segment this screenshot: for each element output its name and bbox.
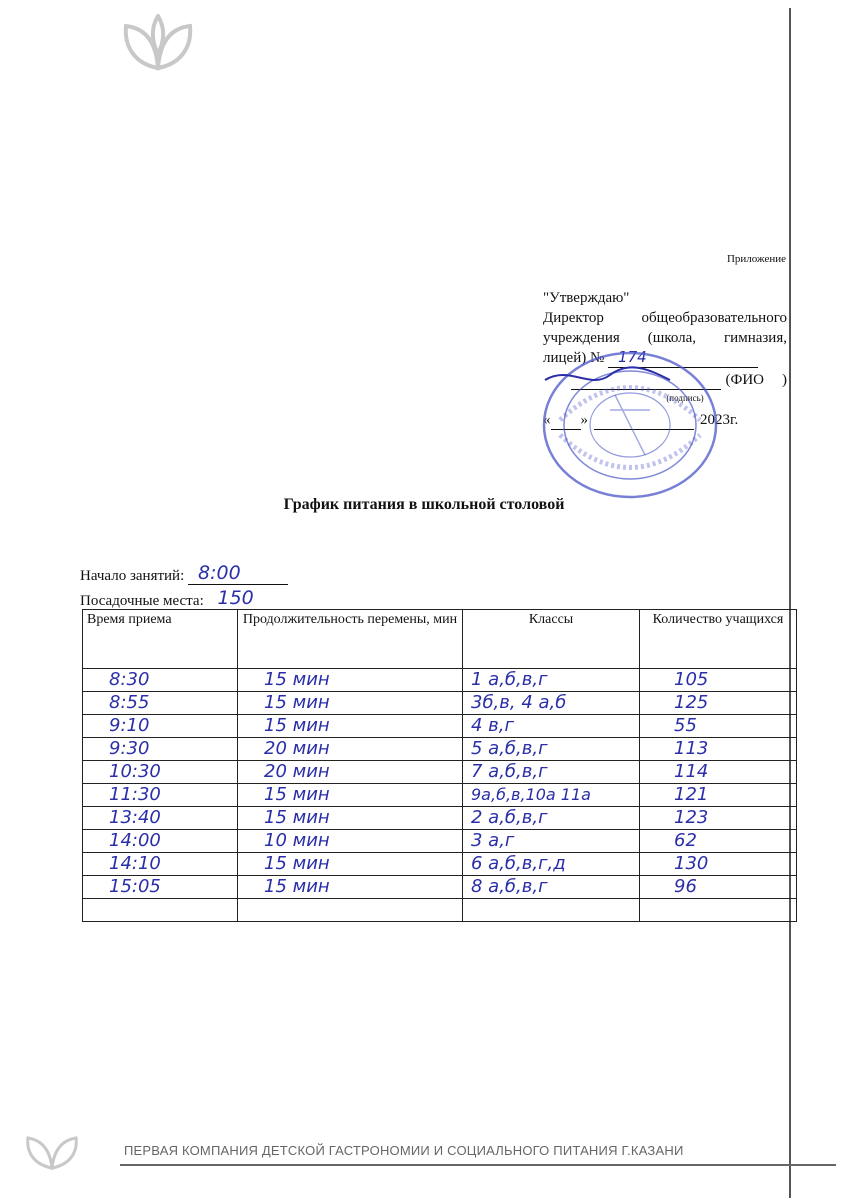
table-row bbox=[83, 669, 797, 692]
time-cell: 9:10 bbox=[109, 715, 150, 736]
table-row-empty bbox=[83, 899, 797, 922]
duration-cell: 15 мин bbox=[264, 853, 330, 874]
table-row bbox=[83, 761, 797, 784]
duration-cell: 15 мин bbox=[264, 784, 330, 805]
duration-cell: 15 мин bbox=[264, 669, 330, 690]
count-cell: 123 bbox=[674, 807, 709, 828]
count-cell: 121 bbox=[674, 784, 709, 805]
classes-cell: 9а,б,в,10а 11а bbox=[471, 785, 591, 804]
count-cell: 105 bbox=[674, 669, 709, 690]
duration-cell: 20 мин bbox=[264, 738, 330, 759]
seats-value: 150 bbox=[217, 587, 254, 609]
count-cell: 125 bbox=[674, 692, 709, 713]
header-duration: Продолжительность перемены, мин bbox=[238, 610, 463, 669]
duration-cell: 15 мин bbox=[264, 807, 330, 828]
leaf-logo-icon bbox=[118, 14, 198, 72]
table-row bbox=[83, 692, 797, 715]
footer-divider bbox=[120, 1164, 836, 1166]
duration-cell: 10 мин bbox=[264, 830, 330, 851]
fio-close: ) bbox=[782, 372, 787, 388]
date-year: 2023г. bbox=[700, 412, 739, 428]
count-cell: 96 bbox=[674, 876, 697, 897]
director-line-2: учреждения (школа, гимназия, bbox=[543, 330, 787, 346]
time-cell: 8:55 bbox=[109, 692, 150, 713]
classes-cell: 1 а,б,в,г bbox=[471, 669, 548, 690]
classes-cell: 2 а,б,в,г bbox=[471, 807, 548, 828]
duration-cell: 15 мин bbox=[264, 876, 330, 897]
table-row bbox=[83, 738, 797, 761]
time-cell: 9:30 bbox=[109, 738, 150, 759]
time-cell: 11:30 bbox=[109, 784, 161, 805]
classes-cell: 8 а,б,в,г bbox=[471, 876, 548, 897]
time-cell: 14:10 bbox=[109, 853, 161, 874]
school-number: 174 bbox=[618, 348, 647, 366]
page-title: График питания в школьной столовой bbox=[283, 496, 565, 513]
signature-hint: (подпись) bbox=[666, 393, 704, 403]
count-cell: 130 bbox=[674, 853, 709, 874]
count-cell: 113 bbox=[674, 738, 709, 759]
seats-field: Посадочные места: 150 bbox=[80, 591, 296, 610]
header-time: Время приема bbox=[83, 610, 238, 669]
duration-cell: 20 мин bbox=[264, 761, 330, 782]
start-time-field: Начало занятий: 8:00 bbox=[80, 566, 288, 585]
table-row bbox=[83, 830, 797, 853]
classes-cell: 5 а,б,в,г bbox=[471, 738, 548, 759]
time-cell: 13:40 bbox=[109, 807, 161, 828]
classes-cell: 3б,в, 4 а,б bbox=[471, 692, 567, 713]
header-count: Количество учащихся bbox=[640, 610, 797, 669]
director-line-1: Директор общеобразовательного bbox=[543, 310, 787, 326]
time-cell: 15:05 bbox=[109, 876, 161, 897]
table-header-row bbox=[83, 610, 797, 669]
table-row bbox=[83, 876, 797, 899]
count-cell: 55 bbox=[674, 715, 697, 736]
classes-cell: 3 а,г bbox=[471, 830, 515, 851]
table-row bbox=[83, 784, 797, 807]
appendix-label: Приложение bbox=[726, 253, 786, 265]
count-cell: 114 bbox=[674, 761, 709, 782]
director-line-3: лицей) № 174 bbox=[543, 348, 787, 368]
classes-cell: 6 а,б,в,г,д bbox=[471, 853, 566, 874]
date-row: « » 2023г. bbox=[543, 412, 739, 428]
classes-cell: 4 в,г bbox=[471, 715, 514, 736]
time-cell: 14:00 bbox=[109, 830, 161, 851]
footer-company-name: ПЕРВАЯ КОМПАНИЯ ДЕТСКОЙ ГАСТРОНОМИИ И СОЦИАЛЬНОГО ПИТАНИЯ Г.КАЗАНИ bbox=[124, 1143, 684, 1158]
classes-cell: 7 а,б,в,г bbox=[471, 761, 548, 782]
footer-leaf-logo-icon bbox=[22, 1130, 82, 1170]
duration-cell: 15 мин bbox=[264, 715, 330, 736]
table-row bbox=[83, 853, 797, 876]
approve-word: "Утверждаю" bbox=[543, 290, 630, 306]
header-classes: Классы bbox=[463, 610, 640, 669]
page-edge-line bbox=[789, 8, 791, 1198]
table-row bbox=[83, 715, 797, 738]
table-row bbox=[83, 807, 797, 830]
round-stamp-icon bbox=[540, 350, 720, 500]
start-time-value: 8:00 bbox=[198, 562, 241, 584]
count-cell: 62 bbox=[674, 830, 697, 851]
duration-cell: 15 мин bbox=[264, 692, 330, 713]
schedule-table bbox=[82, 609, 797, 922]
time-cell: 8:30 bbox=[109, 669, 150, 690]
time-cell: 10:30 bbox=[109, 761, 161, 782]
fio-label: (ФИО bbox=[725, 372, 764, 388]
